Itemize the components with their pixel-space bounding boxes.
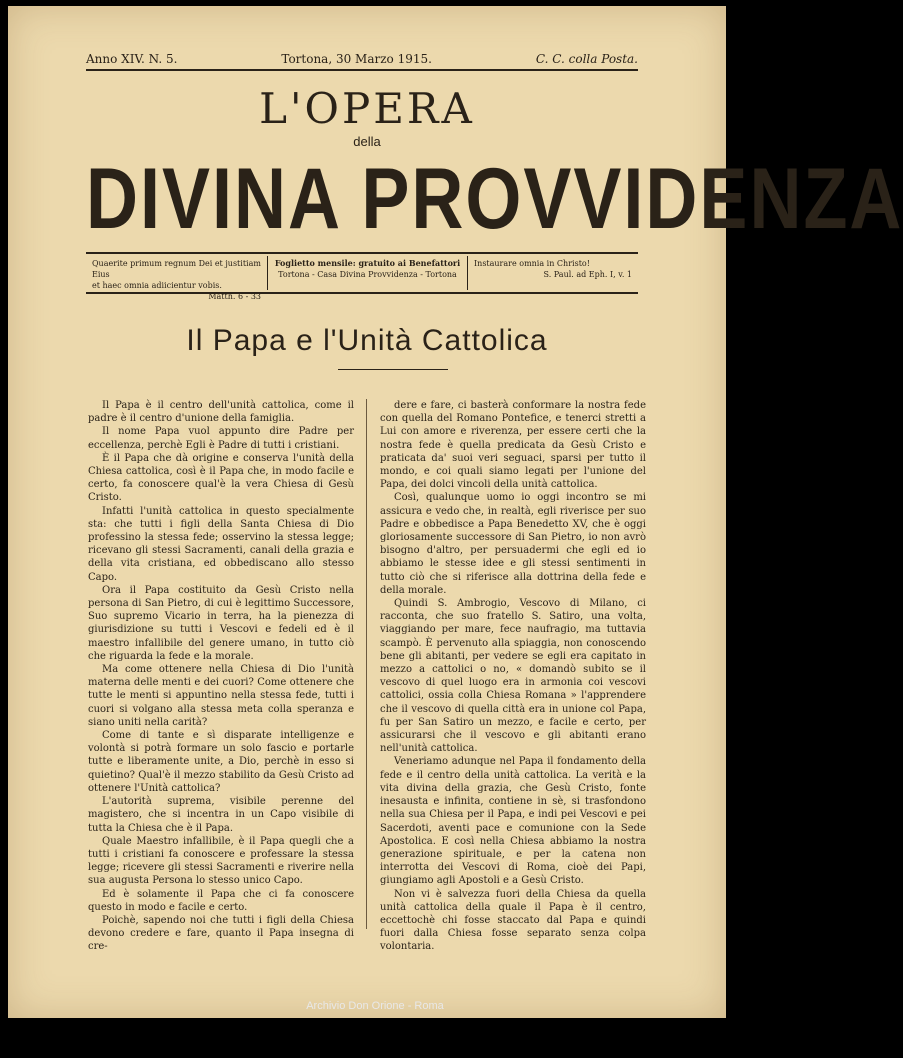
masthead-title: DIVINA PROVVIDENZA — [86, 151, 903, 248]
quote-ref: Matth. 6 - 33 — [208, 292, 261, 301]
article-paragraph: Ora il Papa costituito da Gesù Cristo nella persona di San Pietro, di cui è legittimo Successore, Suo supremo Vicario in terra, ha la pienezza di giurisdizione su tutti i Vescovi e fedeli ed è il maestro infallibile del genere umano, in tutto ciò che riguarda la fede e la morale. — [88, 584, 354, 662]
postage-note: C. C. colla Posta. — [535, 52, 638, 66]
issue-number: Anno XIV. N. 5. — [86, 52, 178, 66]
infobox — [86, 256, 638, 301]
article-paragraph: L'autorità suprema, visibile perenne del magistero, che si incentra in un Capo visibile di tutta la Chiesa che è il Papa. — [88, 796, 354, 834]
article-paragraph: Poichè, sapendo noi che tutti i figli della Chiesa devono credere e fare, quanto il Papa insegna di cre- — [88, 914, 354, 953]
quote-line1: Quaerite primum regnum Dei et justitiam Eius — [92, 259, 261, 279]
article-paragraph: Quale Maestro infallibile, è il Papa quegli che a tutti i cristiani fa conoscere e professare la stessa legge; ricevere gli stessi Sacramenti e riverire nella sua augusta Persona lo stesso unico Capo. — [88, 835, 354, 887]
article-paragraph: È il Papa che dà origine e conserva l'unità della Chiesa cattolica, così è il Papa che, in modo facile e certo, fa conoscere qual'è la vera Chiesa di Gesù Cristo. — [88, 452, 354, 504]
archive-credit: Archivio Don Orione - Roma — [306, 1000, 444, 1012]
article-paragraph: Ed è solamente il Papa che ci fa conoscere questo in modo e facile e certo. — [88, 888, 354, 913]
infobox-bottom-rule — [86, 292, 638, 294]
article-column-left — [88, 399, 354, 954]
header-rule — [86, 69, 638, 71]
center-line2: Tortona - Casa Divina Provvidenza - Tortona — [278, 270, 457, 279]
article-paragraph: Infatti l'unità cattolica in questo specialmente sta: che tutti i figli della Santa Chiesa di Dio professino la stessa fede; osservino la stessa legge; ricevano gli stessi Sacramenti, canali della grazia e della vita cristiana, ed obbediscano allo stesso Capo. — [88, 505, 354, 583]
issue-header — [86, 52, 638, 66]
masthead-line2: della — [353, 134, 381, 149]
article-paragraph: Non vi è salvezza fuori della Chiesa da quella unità cattolica della quale il Papa è il centro, eccettochè chi fosse staccato dal Papa e quindi fuori dalla Chiesa fosse separato senza colpa volontaria. — [380, 888, 646, 953]
article-body — [88, 399, 648, 953]
right-line1: Instaurare omnia in Christo! — [474, 259, 590, 268]
infobox-top-rule — [86, 252, 638, 254]
center-line1: Foglietto mensile: gratuito ai Benefattori — [274, 258, 461, 268]
article-title: Il Papa e l'Unità Cattolica — [186, 324, 548, 357]
infobox-quote — [86, 256, 268, 301]
article-column-right — [380, 399, 646, 954]
newspaper-page — [8, 6, 903, 1018]
article-paragraph: Il Papa è il centro dell'unità cattolica, come il padre è il centro d'unione della famiglia. — [88, 400, 354, 425]
article-paragraph: Veneriamo adunque nel Papa il fondamento della fede e il centro della unità cattolica. La verità e la vita divina della grazia, che Gesù Cristo, fonte inesausta e infinita, contiene in sè, si trasfondono nella sua Chiesa per il Papa, e indi pei Vescovi e pei Sacerdoti, aventi pace e comunione con la Sede Apostolica. E così nella Chiesa abbiamo la nostra generazione spirituale, e per la catena non interrotta dei Vescovi di Roma, cioè dei Papi, giungiamo agli Apostoli e a Gesù Cristo. — [380, 756, 646, 887]
title-underline — [338, 369, 448, 370]
right-ref: S. Paul. ad Eph. I, v. 1 — [543, 270, 632, 279]
quote-line2: et haec omnia adiicientur vobis. — [92, 281, 222, 290]
article-paragraph: Ma come ottenere nella Chiesa di Dio l'unità materna delle menti e dei cuori? Come ottenere che tutte le menti si appuntino nella stessa fede, tutti i cuori si volgano alla stessa meta colla speranza e siano uniti nella carità? — [88, 664, 354, 728]
article-paragraph: Il nome Papa vuol appunto dire Padre per eccellenza, perchè Egli è Padre di tutti i cristiani. — [88, 426, 354, 451]
infobox-center — [268, 256, 468, 290]
article-paragraph: Come di tante e sì disparate intelligenze e volontà si potrà formare un solo fascio e portarle tutte e liberamente unite, a Dio, perchè in esso si quietino? Qual'è il mezzo stabilito da Gesù Cristo ad ottenere l'Unità cattolica? — [88, 730, 354, 794]
masthead-line1: L'OPERA — [259, 84, 475, 133]
article-paragraph: dere e fare, ci basterà conformare la nostra fede con quella del Romano Pontefice, e tenerci stretti a Lui con amore e riverenza, per essere certi che la nostra fede è quella predicata da Gesù Cristo e praticata da' suoi veri seguaci, sparsi per tutto il mondo, e coi quali siamo legati per l'unione del Papa, dei dolci vincoli della unità cattolica. — [380, 400, 646, 491]
article-paragraph: Così, qualunque uomo io oggi incontro se mi assicura e vedo che, in realtà, egli riverisce per suo Padre e obbedisce a Papa Benedetto XV, che è oggi gloriosamente successore di San Pietro, io non avrò bisogno d'altro, per persuadermi che egli ed io abbiamo le stesse idee e gli stessi sentimenti in tutto ciò che si riferisce alla dottrina della fede e della morale. — [380, 492, 646, 596]
infobox-right — [468, 256, 638, 290]
issue-date: Tortona, 30 Marzo 1915. — [281, 52, 432, 66]
column-divider — [366, 399, 367, 929]
article-paragraph: Quindi S. Ambrogio, Vescovo di Milano, ci racconta, che suo fratello S. Satiro, una volta, viaggiando per mare, fece naufragio, ma tuttavia scampò. È pervenuto alla spiaggia, non conoscendo bene gli abitanti, per vedere se egli era capitato in mezzo a cattolici o no, « domandò subito se il vescovo di quel luogo era in armonia coi vescovi cattolici, ossia colla Chiesa Romana » l'apprendere che il vescovo di quella città era in unione col Papa, fu per San Satiro un mezzo, e facile e certo, per assicurarsi che il vescovo e gli abitanti erano nell'unità cattolica. — [380, 598, 646, 755]
